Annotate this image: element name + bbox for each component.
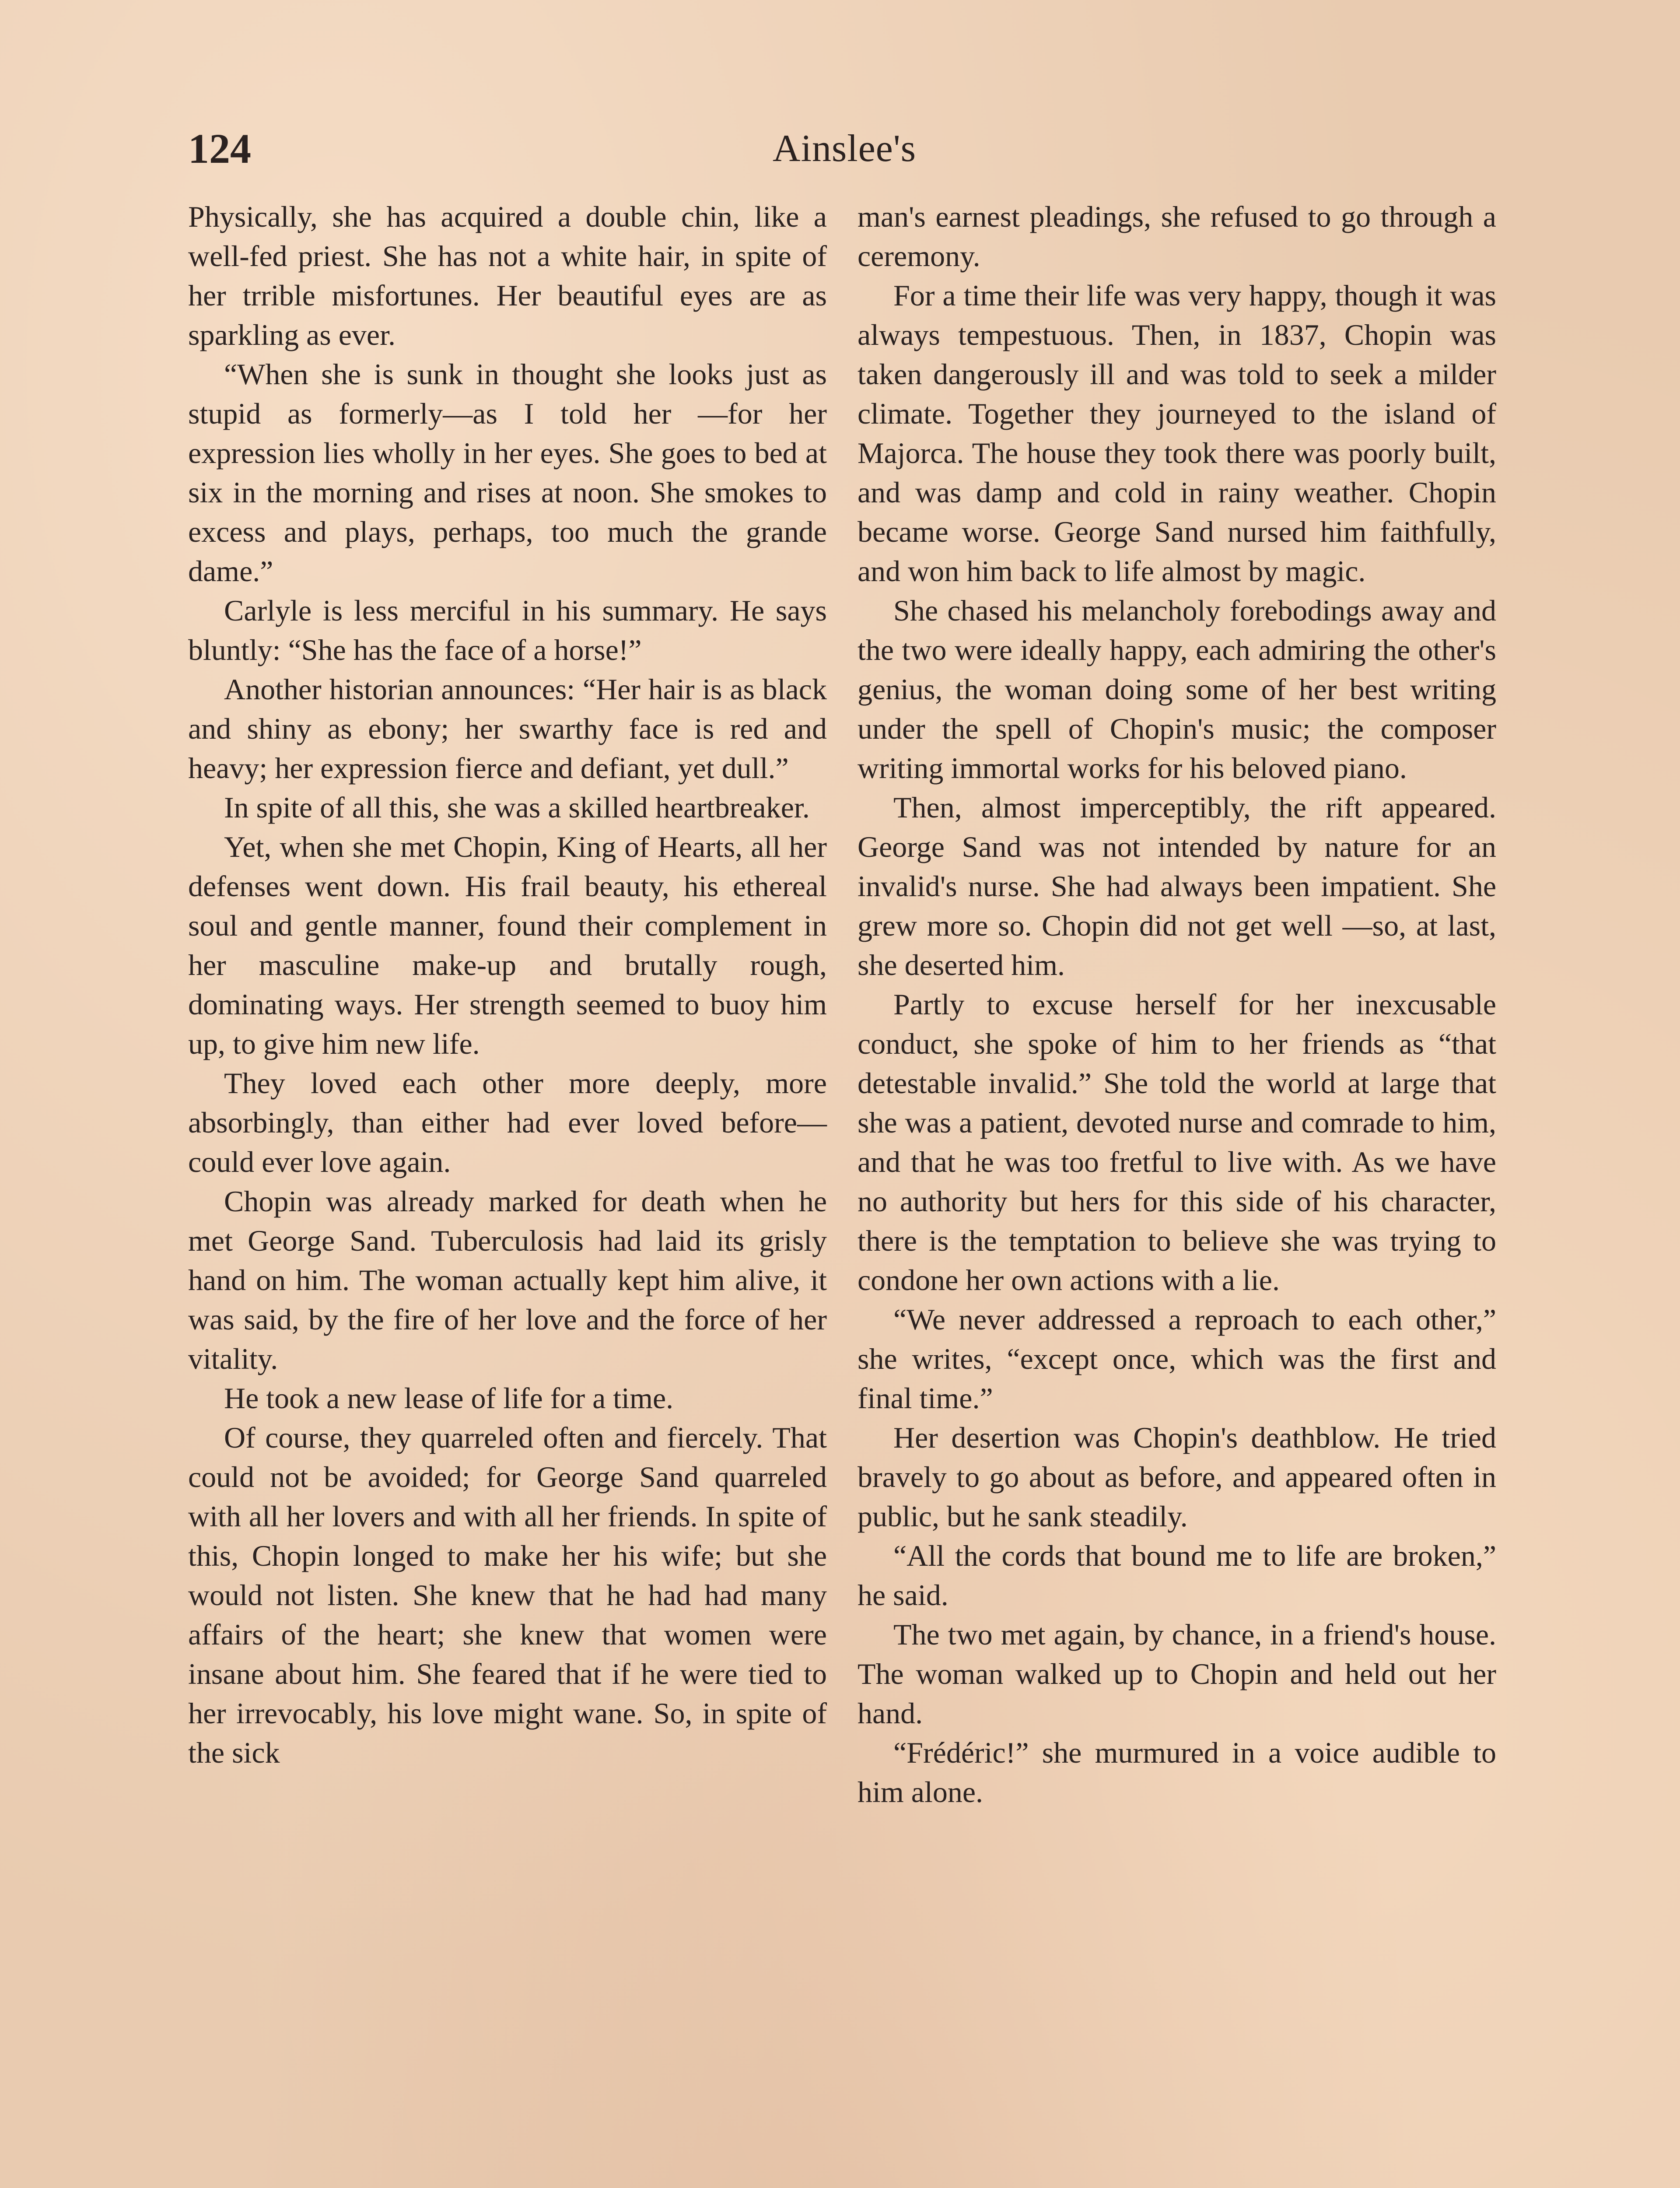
paragraph: “Frédéric!” she murmured in a voice audible to him alone. <box>858 1736 1496 1809</box>
paragraph: Yet, when she met Chopin, King of Hearts, all her defenses went down. His frail beauty, his ethereal soul and gentle manner, found their complement in her masculine make-up and brutally rough, dominating ways. Her strength seemed to buoy him up, to give him new life. <box>188 830 827 1060</box>
page-header <box>188 118 1501 179</box>
paragraph-continuation: man's earnest pleadings, she refused to go through a ceremony. <box>858 200 1496 273</box>
paragraph: In spite of all this, she was a skilled heartbreaker. <box>224 791 810 824</box>
page-number: 124 <box>188 125 251 172</box>
paragraph: Chopin was already marked for death when he met George Sand. Tuberculosis had laid its grisly hand on him. The woman actually kept him alive, it was said, by the fire of her love and the force of her vitality. <box>188 1185 827 1375</box>
paragraph: He took a new lease of life for a time. <box>224 1382 674 1415</box>
paragraph: Then, almost imperceptibly, the rift appeared. George Sand was not intended by nature for an invalid's nurse. She had always been impatient. She grew more so. Chopin did not get well —so, at last, she deserted him. <box>858 791 1496 982</box>
paragraph: Physically, she has acquired a double chin, like a well-fed priest. She has not a white hair, in spite of her trrible misfortunes. Her beautiful eyes are as sparkling as ever. <box>188 200 827 351</box>
running-title: Ainslee's <box>773 127 916 170</box>
paragraph: “We never addressed a reproach to each other,” she writes, “except once, which was the first and final time.” <box>858 1303 1496 1415</box>
paragraph: “All the cords that bound me to life are broken,” he said. <box>858 1539 1496 1612</box>
paragraph: For a time their life was very happy, though it was always tempestuous. Then, in 1837, Chopin was taken dangerously ill and was told to seek a milder climate. Together they journeyed to the island of Majorca. The house they took there was poorly built, and was damp and cold in rainy weather. Chopin became worse. George Sand nursed him faithfully, and won him back to life almost by magic. <box>858 279 1496 588</box>
paragraph: Of course, they quarreled often and fiercely. That could not be avoided; for George Sand quarreled with all her lovers and with all her friends. In spite of this, Chopin longed to make her his wife; but she would not listen. She knew that he had had many affairs of the heart; she knew that women were insane about him. She feared that if he were tied to her irrevocably, his love might wane. So, in spite of the sick <box>188 1421 827 1769</box>
left-column <box>188 197 827 1772</box>
paragraph: The two met again, by chance, in a friend's house. The woman walked up to Chopin and held out her hand. <box>858 1618 1496 1730</box>
right-column <box>858 197 1496 1812</box>
paragraph: “When she is sunk in thought she looks just as stupid as formerly—as I told her —for her expression lies wholly in her eyes. She goes to bed at six in the morning and rises at noon. She smokes to excess and plays, perhaps, too much the grande dame.” <box>188 358 827 588</box>
paragraph: Another historian announces: “Her hair is as black and shiny as ebony; her swarthy face is red and heavy; her expression fierce and defiant, yet dull.” <box>188 673 827 785</box>
paragraph: They loved each other more deeply, more absorbingly, than either had ever loved before—could ever love again. <box>188 1066 827 1178</box>
paragraph: She chased his melancholy forebodings away and the two were ideally happy, each admiring the other's genius, the woman doing some of her best writing under the spell of Chopin's music; the composer writing immortal works for his beloved piano. <box>858 594 1496 785</box>
paragraph: Her desertion was Chopin's deathblow. He tried bravely to go about as before, and appeared often in public, but he sank steadily. <box>858 1421 1496 1533</box>
paragraph: Partly to excuse herself for her inexcusable conduct, she spoke of him to her friends as “that detestable invalid.” She told the world at large that she was a patient, devoted nurse and comrade to him, and that he was too fretful to live with. As we have no authority but hers for this side of his character, there is the temptation to believe she was trying to condone her own actions with a lie. <box>858 988 1496 1297</box>
paragraph: Carlyle is less merciful in his summary. He says bluntly: “She has the face of a horse!” <box>188 594 827 666</box>
